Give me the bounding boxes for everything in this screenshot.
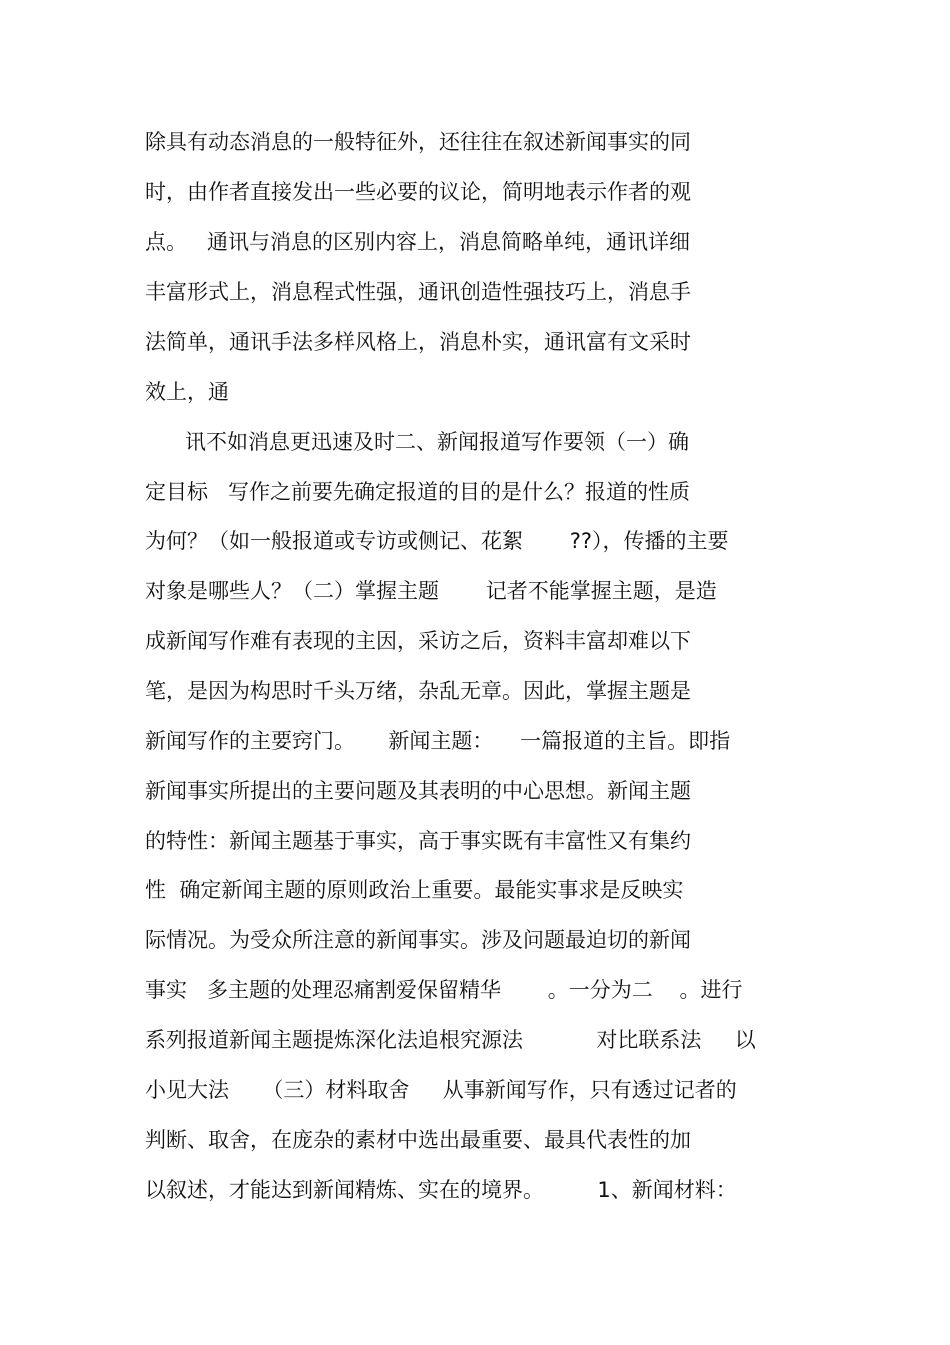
text-line: 以叙述，才能达到新闻精炼、实在的境界。 1、新闻材料： — [145, 1178, 737, 1202]
text-line: 系列报道新闻主题提炼深化法追根究源法 对比联系法 以 — [145, 1028, 756, 1052]
text-line: 小见大法 （三）材料取舍 从事新闻写作，只有透过记者的 — [145, 1078, 737, 1102]
text-line: 时，由作者直接发出一些必要的议论，简明地表示作者的观 — [145, 180, 691, 204]
text-line: 新闻写作的主要窍门。 新闻主题： 一篇报道的主旨。即指 — [145, 729, 731, 753]
text-line: 新闻事实所提出的主要问题及其表明的中心思想。新闻主题 — [145, 779, 691, 803]
text-line: 事实 多主题的处理忍痛割爱保留精华 。一分为二 。进行 — [145, 978, 743, 1002]
text-line: 对象是哪些人？（二）掌握主题 记者不能掌握主题，是造 — [145, 579, 717, 603]
text-line: 讯不如消息更迅速及时二、新闻报道写作要领（一）确 — [145, 430, 690, 454]
text-line: 除具有动态消息的一般特征外，还往往在叙述新闻事实的同 — [145, 130, 691, 154]
text-line: 性 确定新闻主题的原则政治上重要。最能实事求是反映实 — [145, 878, 684, 902]
text-line: 定目标 写作之前要先确定报道的目的是什么？报道的性质 — [145, 480, 691, 504]
text-line: 成新闻写作难有表现的主因，采访之后，资料丰富却难以下 — [145, 629, 691, 653]
text-line: 际情况。为受众所注意的新闻事实。涉及问题最迫切的新闻 — [145, 928, 691, 952]
text-line: 笔，是因为构思时千头万绪，杂乱无章。因此，掌握主题是 — [145, 679, 691, 703]
text-line: 的特性：新闻主题基于事实，高于事实既有丰富性又有集约 — [145, 829, 691, 853]
text-line: 判断、取舍，在庞杂的素材中选出最重要、最具代表性的加 — [145, 1128, 691, 1152]
text-line: 丰富形式上，消息程式性强，通讯创造性强技巧上，消息手 — [145, 280, 691, 304]
text-line: 效上，通 — [145, 380, 229, 404]
text-line: 为何？（如一般报道或专访或侧记、花絮 ??），传播的主要 — [145, 529, 729, 553]
text-line: 点。 通讯与消息的区别内容上，消息简略单纯，通讯详细 — [145, 230, 691, 254]
text-line: 法简单，通讯手法多样风格上，消息朴实，通讯富有文采时 — [145, 330, 691, 354]
